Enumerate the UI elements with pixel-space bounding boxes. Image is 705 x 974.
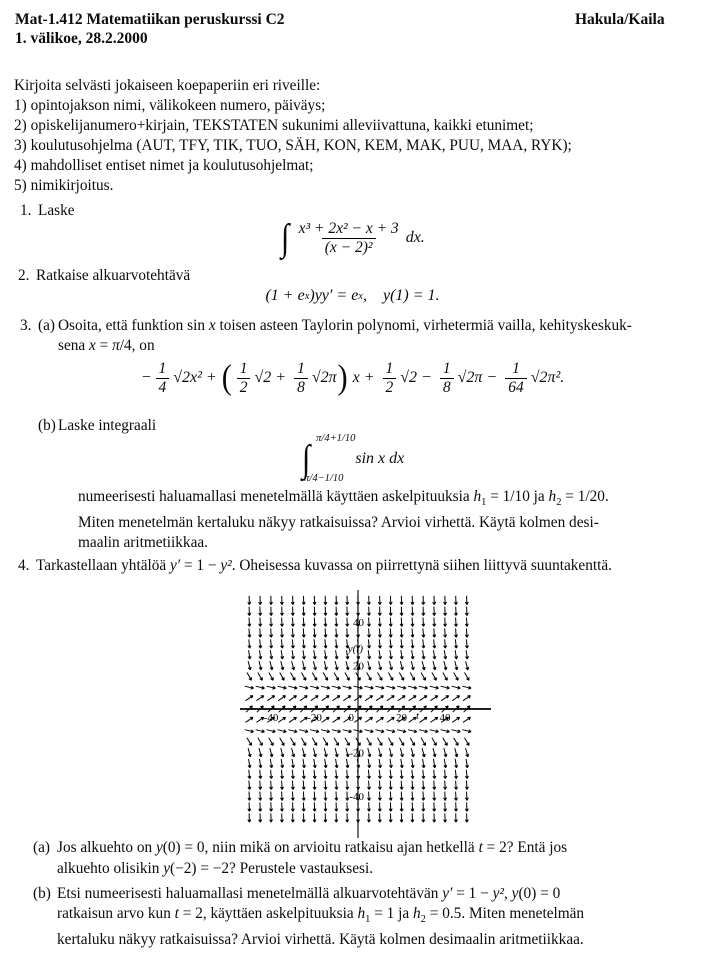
problem-4a-label: (a) bbox=[33, 839, 50, 856]
text-fragment: . Oheisessa kuvassa on piirrettynä siihen liittyvä suuntakenttä. bbox=[231, 557, 612, 574]
problem-1-text: Laske bbox=[38, 202, 75, 219]
problem-4-number: 4. bbox=[18, 557, 30, 574]
problem-3a-label: (a) bbox=[38, 317, 55, 334]
problem-3a-text1 bbox=[58, 317, 632, 334]
formula-token: √2 + bbox=[254, 369, 291, 386]
formula-token: √2x² + bbox=[173, 369, 221, 386]
formula-token bbox=[383, 360, 397, 397]
problem-4b-line1 bbox=[57, 884, 584, 904]
problem-4a-line2 bbox=[57, 859, 567, 880]
instruction-item-5: 5) nimikirjoitus. bbox=[14, 177, 114, 194]
text-fragment: toisen asteen Taylorin polynomi, virhetermiä vailla, kehityskeskuk- bbox=[215, 317, 632, 334]
y-tick-label: 40 bbox=[353, 617, 364, 629]
formula-token: ) bbox=[337, 358, 348, 397]
text-fragment: Osoita, että funktion sin bbox=[58, 317, 209, 334]
formula-token: √2π². bbox=[530, 369, 565, 386]
x-tick-label: 20 bbox=[396, 712, 407, 724]
text-fragment: h bbox=[548, 488, 557, 505]
problem-4b-label: (b) bbox=[33, 885, 51, 902]
integral-sign: ∫ bbox=[301, 437, 311, 480]
text-fragment: = 1 ja bbox=[370, 905, 414, 922]
y-tick-label: -40 bbox=[349, 791, 364, 803]
text-fragment: Miten menetelmän kertaluku näkyy ratkaisuissa? Arvioi virhettä. Käytä kolmen desi- bbox=[78, 513, 599, 531]
problem-3b-paragraph bbox=[78, 487, 672, 552]
course-title: Mat-1.412 Matematiikan peruskurssi C2 bbox=[15, 11, 285, 28]
text-fragment: = 1/10 ja bbox=[486, 488, 549, 505]
text-fragment: kertaluku näkyy ratkaisuissa? Arvioi virhettä. Käytä kolmen desimaalin aritmetiikkaa. bbox=[57, 931, 584, 949]
formula-token: sin x dx bbox=[355, 450, 405, 467]
text-fragment: 2 bbox=[556, 497, 562, 509]
text-fragment: t bbox=[478, 839, 483, 856]
fraction-denominator: 2 bbox=[237, 378, 251, 397]
text-fragment: = 1 − bbox=[452, 885, 493, 902]
problem-3b-para-line2 bbox=[78, 513, 672, 533]
instruction-item-1: 1) opintojakson nimi, välikokeen numero, päiväys; bbox=[14, 97, 326, 114]
problem-4a-text bbox=[57, 838, 567, 879]
problem-4b-text bbox=[57, 884, 584, 950]
text-fragment: = 1/20. bbox=[561, 488, 609, 505]
problem-3b-para-line1 bbox=[78, 487, 672, 513]
text-fragment: h bbox=[357, 905, 366, 922]
header-left bbox=[15, 10, 285, 48]
formula-token: − bbox=[140, 369, 152, 386]
formula-token: , y(1) = 1. bbox=[362, 287, 440, 304]
text-fragment: = 2, käyttäen askelpituuksia bbox=[178, 905, 358, 922]
problem-3a-line1 bbox=[20, 316, 685, 336]
fraction-denominator: (x − 2)² bbox=[322, 238, 376, 257]
fraction-numerator: 1 bbox=[239, 359, 248, 377]
text-fragment: y bbox=[163, 859, 171, 877]
origin-label: 0 bbox=[348, 712, 354, 724]
formula-token bbox=[301, 434, 356, 484]
text-fragment: (0) = 0 bbox=[518, 885, 561, 902]
formula-token: dx. bbox=[405, 229, 425, 246]
formula-token: x bbox=[358, 290, 363, 302]
problem-3b-label: (b) bbox=[38, 417, 56, 434]
fraction-denominator: 4 bbox=[156, 378, 170, 397]
formula-token bbox=[156, 360, 170, 397]
text-fragment: 2 bbox=[420, 914, 426, 926]
formula-token: x + bbox=[348, 369, 379, 386]
formula-token: (1 + e bbox=[265, 287, 305, 304]
text-fragment: = 2? Entä jos bbox=[482, 839, 568, 856]
text-fragment: x bbox=[208, 317, 216, 334]
text-fragment: numeerisesti haluamallasi menetelmällä käyttäen askelpituuksia bbox=[78, 488, 474, 505]
integral-upper-limit: π/4+1/10 bbox=[316, 433, 356, 444]
text-fragment: π bbox=[112, 337, 120, 354]
problem-4b-line3 bbox=[57, 930, 584, 950]
fraction-numerator: 1 bbox=[385, 359, 394, 377]
integral-lower-limit: π/4−1/10 bbox=[304, 472, 344, 484]
text-fragment: y′ bbox=[442, 885, 453, 902]
problem-3-number: 3. bbox=[20, 317, 32, 334]
fraction-numerator: 1 bbox=[512, 359, 520, 377]
text-fragment: y² bbox=[220, 557, 232, 574]
text-fragment: (−2) = −2? Perustele vastauksesi. bbox=[170, 859, 374, 877]
fraction-denominator: 2 bbox=[383, 378, 397, 397]
formula-token bbox=[294, 360, 308, 397]
problem-2-equation bbox=[0, 284, 705, 308]
text-fragment: y′ bbox=[170, 557, 181, 574]
fraction-denominator: 64 bbox=[505, 378, 527, 397]
text-fragment: h bbox=[473, 488, 482, 505]
y-axis-label: y(t) bbox=[347, 643, 363, 655]
formula-token bbox=[237, 360, 251, 397]
problem-2-number: 2. bbox=[18, 267, 30, 284]
text-fragment: = bbox=[95, 337, 113, 354]
text-fragment: = 0.5. Miten menetelmän bbox=[425, 905, 585, 922]
problem-4-intro bbox=[36, 557, 612, 574]
problem-4a-line1 bbox=[57, 838, 567, 859]
formula-token: x bbox=[304, 290, 310, 302]
formula-token: ∫ bbox=[281, 216, 290, 259]
text-fragment: alkuehto olisikin bbox=[57, 859, 164, 877]
problem-4a bbox=[33, 838, 673, 879]
formula-token: ( bbox=[221, 358, 232, 397]
formula-token: √2π − bbox=[457, 369, 502, 386]
text-fragment: Jos alkuehto on bbox=[57, 839, 156, 856]
text-fragment: /4, on bbox=[119, 337, 155, 354]
problem-2-text: Ratkaise alkuarvotehtävä bbox=[36, 267, 191, 284]
problem-2 bbox=[18, 266, 190, 286]
problem-3b-para-line3 bbox=[78, 533, 672, 553]
x-tick-label: -20 bbox=[307, 712, 322, 724]
problem-3a-equation bbox=[0, 354, 705, 402]
fraction-numerator: 1 bbox=[442, 359, 451, 377]
exam-date-line: 1. välikoe, 28.2.2000 bbox=[15, 30, 148, 47]
fraction-denominator: 8 bbox=[440, 378, 454, 397]
fraction-numerator: 1 bbox=[297, 359, 305, 377]
text-fragment: sena bbox=[58, 337, 90, 354]
instructions bbox=[14, 76, 572, 196]
formula-token: √2π bbox=[311, 369, 337, 386]
fraction-denominator: 8 bbox=[294, 378, 308, 397]
text-fragment: t bbox=[174, 905, 179, 922]
direction-field-figure bbox=[240, 585, 492, 846]
problem-4 bbox=[18, 556, 698, 576]
y-tick-label: 20 bbox=[353, 660, 364, 673]
instruction-item-3: 3) koulutusohjelma (AUT, TFY, TIK, TUO, SÄH, KON, KEM, MAK, PUU, MAA, RYK); bbox=[14, 137, 572, 154]
formula-token: √2 − bbox=[400, 369, 436, 386]
text-fragment: Etsi numeerisesti haluamallasi menetelmällä alkuarvotehtävän bbox=[57, 885, 443, 902]
formula-token bbox=[440, 360, 454, 397]
problem-3b-integral bbox=[0, 432, 705, 486]
text-fragment: = 1 − bbox=[180, 557, 221, 574]
fraction-numerator: 1 bbox=[158, 359, 167, 377]
formula-token: )yy′ = e bbox=[309, 287, 359, 304]
text-fragment: maalin aritmetiikkaa. bbox=[78, 533, 208, 551]
problem-3b-text: Laske integraali bbox=[58, 417, 157, 434]
text-fragment: h bbox=[413, 905, 421, 922]
problem-1-number: 1. bbox=[20, 202, 32, 219]
fraction-numerator: x³ + 2x² − x + 3 bbox=[298, 219, 399, 237]
problem-1-equation bbox=[0, 213, 705, 263]
problem-4b-line2 bbox=[57, 904, 584, 930]
text-fragment: y bbox=[156, 839, 163, 856]
x-tick-label: 40 bbox=[439, 712, 451, 724]
text-fragment: y² bbox=[492, 885, 504, 902]
instructions-intro: Kirjoita selvästi jokaiseen koepaperiin eri riveille: bbox=[14, 77, 321, 94]
text-fragment: ratkaisun arvo kun bbox=[57, 905, 175, 922]
x-axis-label: t bbox=[416, 710, 420, 722]
problem-3 bbox=[20, 316, 685, 356]
instruction-item-4: 4) mahdolliset entiset nimet ja koulutusohjelmat; bbox=[14, 157, 314, 174]
formula-token bbox=[505, 360, 527, 397]
x-tick-label: -40 bbox=[263, 712, 279, 724]
text-fragment: Tarkastellaan yhtälöä bbox=[36, 557, 170, 574]
problem-3a-line2 bbox=[58, 336, 685, 356]
text-fragment: y bbox=[511, 885, 519, 902]
text-fragment: 1 bbox=[481, 497, 487, 509]
instruction-item-2: 2) opiskelijanumero+kirjain, TEKSTATEN sukunimi alleviivattuna, kaikki etunimet; bbox=[14, 117, 534, 134]
formula-token bbox=[296, 220, 402, 257]
examiners: Hakula/Kaila bbox=[575, 11, 665, 28]
y-tick-label: -20 bbox=[349, 747, 364, 760]
problem-4b bbox=[33, 884, 683, 950]
direction-field-plot bbox=[240, 585, 492, 841]
text-fragment: 1 bbox=[365, 914, 371, 926]
text-fragment: , bbox=[504, 885, 512, 902]
text-fragment: (0) = 0, niin mikä on arvioitu ratkaisu ajan hetkellä bbox=[162, 839, 479, 856]
text-fragment: x bbox=[89, 337, 96, 354]
